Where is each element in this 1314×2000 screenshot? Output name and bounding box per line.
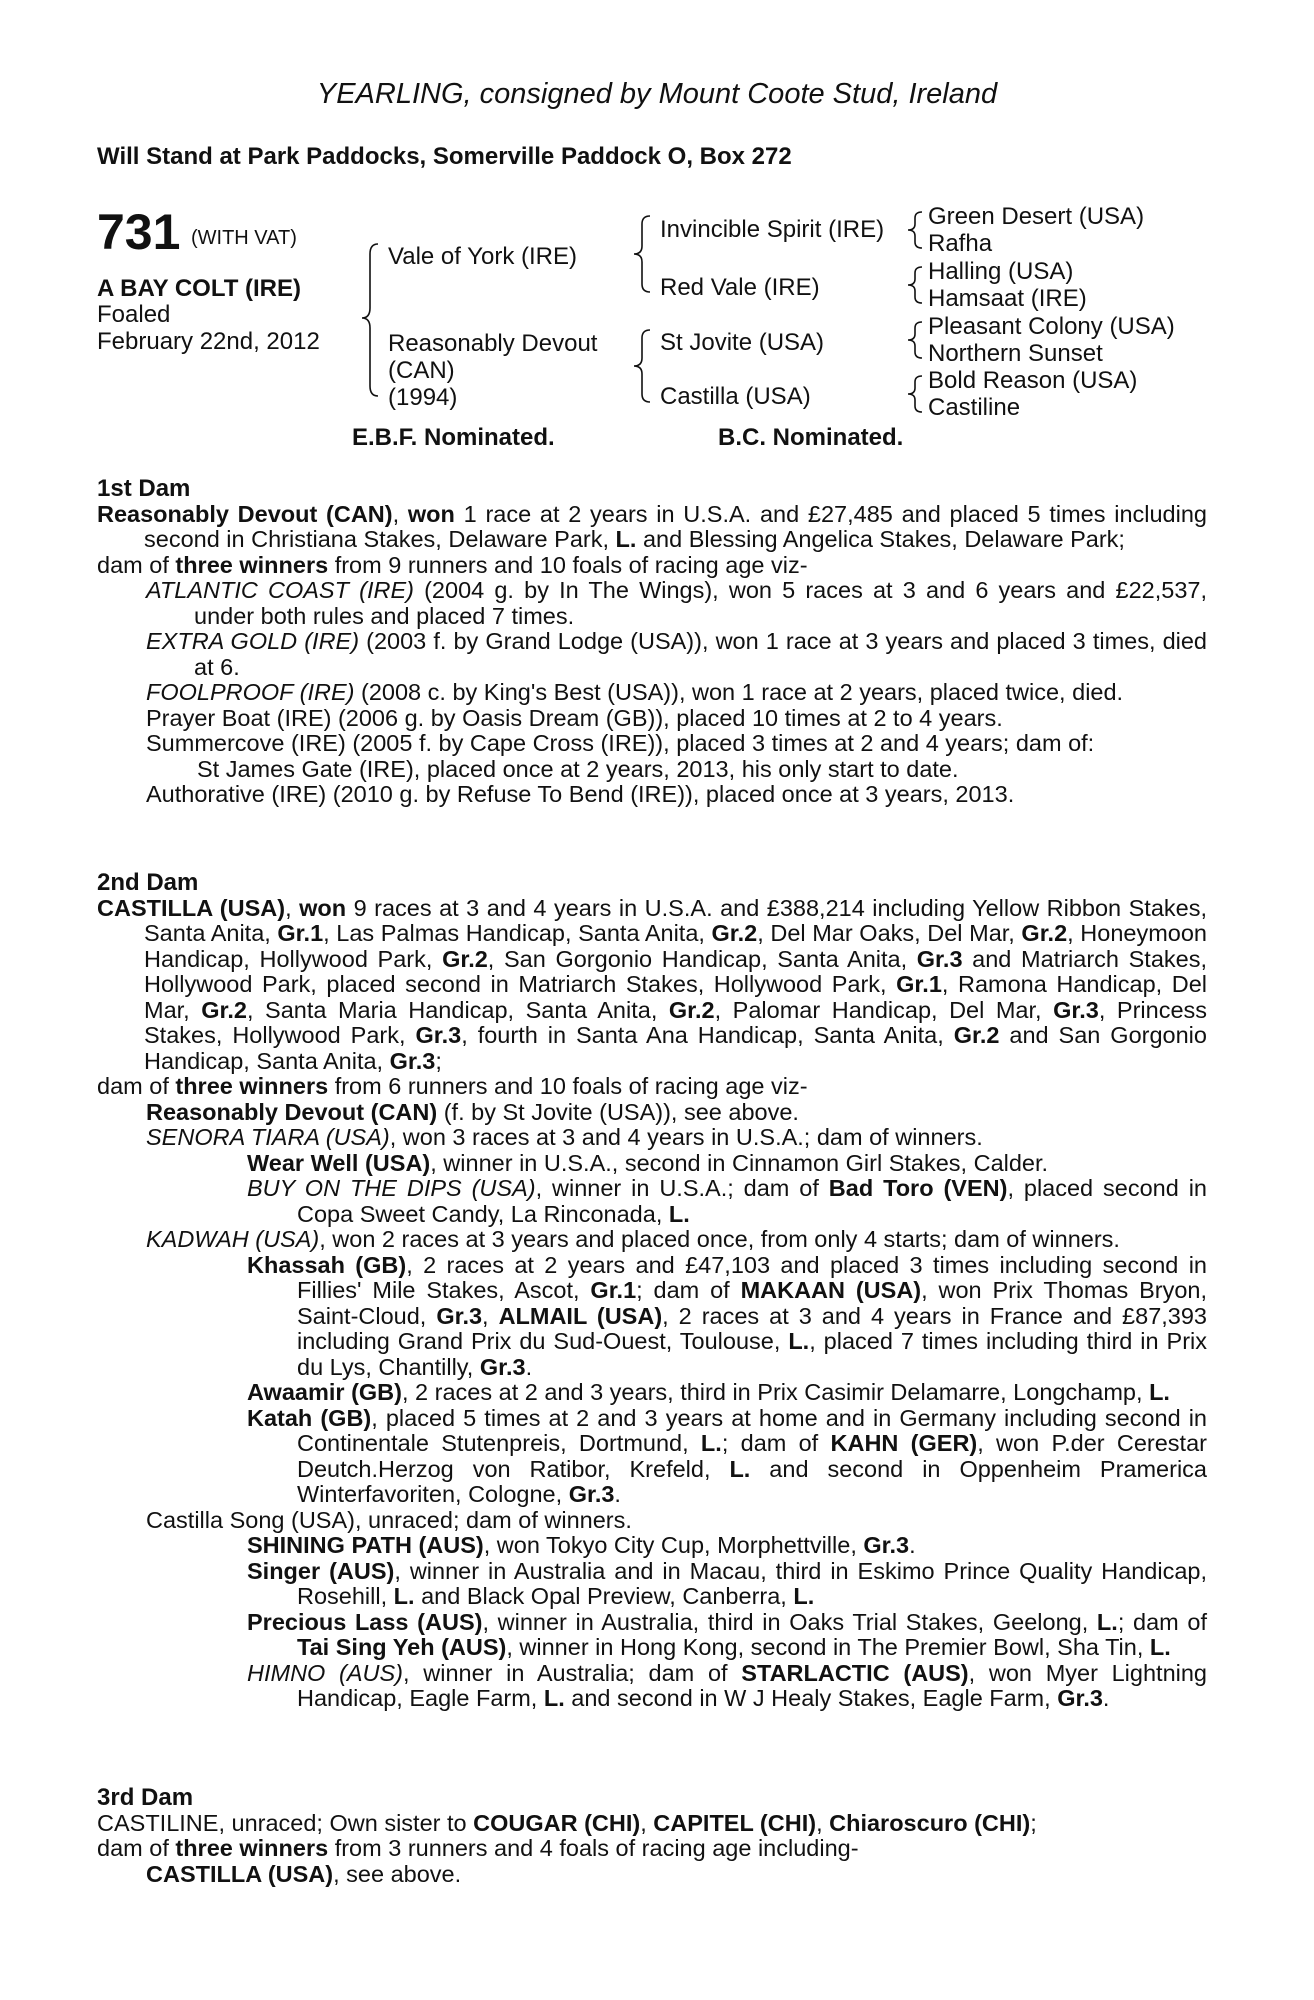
won-label: won [407, 500, 455, 527]
winners-count: three winners [175, 1073, 329, 1099]
horse-name: FOOLPROOF (IRE) [146, 679, 355, 705]
text: from 3 runners and 4 foals of racing age including- [328, 1835, 859, 1861]
text: CASTILINE, unraced; Own sister to [97, 1809, 474, 1836]
pedigree-sire: Vale of York (IRE) [388, 243, 577, 270]
produce-item: Prayer Boat (IRE) (2006 g. by Oasis Dream (GB)), placed 10 times at 2 to 4 years. [146, 704, 1003, 731]
vat-label: (WITH VAT) [191, 227, 297, 249]
pedigree-g3-1: Green Desert (USA) [928, 203, 1145, 230]
foaled-date: February 22nd, 2012 [97, 328, 320, 355]
pedigree-g3-5: Pleasant Colony (USA) [928, 313, 1175, 340]
third-dam-intro [97, 1811, 1207, 1837]
horse-name: CAPITEL (CHI) [653, 1809, 817, 1836]
grade: Gr.2 [1021, 920, 1068, 946]
produce-item [97, 1125, 1207, 1151]
horse-name: HIMNO (AUS) [247, 1659, 404, 1686]
text: , placed 5 times at 2 and 3 years at home and in Germany including second in Continentale Stutenpreis, Dortmund, [297, 1404, 1207, 1456]
page-title: YEARLING, consigned by Mount Coote Stud, Ireland [316, 78, 998, 110]
text: (2003 f. by Grand Lodge (USA)), won 1 race at 3 years and placed 3 times, died at 6. [194, 628, 1207, 680]
text: , Santa Maria Handicap, Santa Anita, [246, 996, 669, 1023]
second-dam-section [97, 870, 1207, 1712]
pedigree-dam [388, 330, 597, 411]
lot-name: A BAY COLT (IRE) [97, 275, 302, 302]
text: (2004 g. by In The Wings), won 5 races at 3 and 6 years and £22,537, under both rules and placed 7 times. [194, 577, 1207, 629]
grade: Gr.3 [568, 1481, 615, 1507]
text: and San Gorgonio Handicap, Santa Anita, [144, 1022, 1207, 1074]
listed-mark: L. [788, 1328, 810, 1354]
grade: Gr.1 [590, 1277, 637, 1303]
pedigree-dam-dam: Castilla (USA) [660, 383, 811, 410]
horse-name: BUY ON THE DIPS (USA) [247, 1175, 536, 1201]
text: , Princess Stakes, Hollywood Park, [144, 996, 1208, 1048]
pedigree-dam-line3: (1994) [388, 384, 458, 411]
grade: Gr.1 [896, 971, 942, 997]
grade: Gr.3 [389, 1047, 436, 1074]
won-label: won [299, 894, 347, 921]
horse-name: Khassah (GB) [247, 1251, 407, 1278]
horse-name: ATLANTIC COAST (IRE) [146, 577, 414, 603]
listed-mark: L. [1096, 1608, 1118, 1635]
first-dam-name: Reasonably Devout (CAN) [97, 500, 393, 527]
text: , winner in Australia, third in Oaks Trial Stakes, Geelong, [482, 1608, 1097, 1635]
listed-mark: L. [615, 526, 637, 552]
text: , 2 races at 2 and 3 years, third in Prix Casimir Delamarre, Longchamp, [401, 1379, 1150, 1405]
ebf-nominated: E.B.F. Nominated. [352, 424, 555, 451]
text: ; [435, 1047, 442, 1074]
horse-name: Awaamir (GB) [247, 1379, 402, 1405]
pedigree-g3-6: Northern Sunset [928, 340, 1103, 367]
listed-mark: L. [793, 1583, 815, 1609]
horse-name: COUGAR (CHI) [473, 1809, 641, 1836]
text: , winner in U.S.A.; dam of [535, 1175, 829, 1201]
grade: Gr.2 [953, 1022, 1000, 1048]
pedigree-dam-line1: Reasonably Devout [388, 330, 598, 357]
produce-subitem [97, 1661, 1207, 1712]
text: , placed second in Copa Sweet Candy, La Rinconada, [297, 1175, 1207, 1227]
grade: Gr.3 [479, 1353, 526, 1380]
produce-subitem [97, 1533, 1207, 1559]
text: , winner in Australia and in Macau, third in Eskimo Prince Quality Handicap, Rosehill, [297, 1557, 1207, 1609]
text: and second in W J Healy Stakes, Eagle Farm, [564, 1685, 1058, 1711]
produce-item [97, 578, 1207, 629]
text: and second in Oppenheim Pramerica Winterfavoriten, Cologne, [297, 1455, 1207, 1507]
text: ; [1030, 1809, 1037, 1836]
grade: Gr.1 [277, 920, 324, 946]
text: , winner in Australia; dam of [403, 1659, 742, 1686]
text: , placed 7 times including third in Prix du Lys, Chantilly, [297, 1328, 1207, 1380]
pedigree-sire-dam: Red Vale (IRE) [660, 274, 820, 301]
horse-name: SENORA TIARA (USA) [146, 1124, 390, 1150]
text: , [816, 1809, 830, 1836]
first-dam-intro: Reasonably Devout (CAN), won 1 race at 2 years in U.S.A. and £27,485 and placed 5 times including second in Christiana Stakes, Delaware Park, L. and Blessing Angelica Stakes, Delaware Park; [97, 500, 1207, 552]
produce-subitem [97, 1406, 1207, 1508]
lot-number: 731 [97, 204, 181, 260]
text: 9 races at 3 and 4 years in U.S.A. and £388,214 including Yellow Ribbon Stakes, Santa Anita, [144, 894, 1207, 946]
second-dam-heading: 2nd Dam [97, 869, 199, 896]
text: . [909, 1532, 916, 1558]
text: , won Prix Thomas Bryon, Saint-Cloud, [297, 1277, 1208, 1329]
horse-name: Singer (AUS) [247, 1557, 395, 1584]
first-dam-section [97, 476, 1207, 808]
listed-mark: L. [1149, 1379, 1170, 1405]
third-dam-heading: 3rd Dam [97, 1784, 194, 1811]
grade: Gr.3 [916, 945, 963, 972]
stand-location: Will Stand at Park Paddocks, Somerville Paddock O, Box 272 [97, 143, 792, 170]
brace-gen3-3 [908, 322, 922, 358]
winners-count: three winners [175, 1835, 329, 1861]
pedigree-g3-4: Hamsaat (IRE) [928, 285, 1087, 312]
first-dam-heading: 1st Dam [97, 475, 191, 502]
brace-gen3-1 [908, 212, 922, 248]
text: and Matriarch Stakes, Hollywood Park, placed second in Matriarch Stakes, Hollywood Park, [144, 945, 1208, 997]
second-dam-intro: CASTILLA (USA), won 9 races at 3 and 4 years in U.S.A. and £388,214 including Yellow Ribbon Stakes, Santa Anita, Gr.1, Las Palmas Handicap, Santa Anita, Gr.2, Del Mar Oaks, Del Mar, Gr.2, Honeymoon Handicap, Hollywood Park, Gr.2, San Gorgonio Handicap, Santa Anita, Gr.3 and Matriarch Stakes, Hollywood Park, placed second in Matriarch Stakes, Hollywood Park, Gr.1, Ramona Handicap, Del Mar, Gr.2, Santa Maria Handicap, Santa Anita, Gr.2, Palomar Handicap, Del Mar, Gr.3, Princess Stakes, Hollywood Park, Gr.3, fourth in Santa Ana Handicap, Santa Anita, Gr.2 and San Gorgonio Handicap, Santa Anita, Gr.3; [97, 894, 1208, 1074]
horse-name: Reasonably Devout (CAN) [146, 1098, 438, 1125]
foaled-label: Foaled [97, 301, 171, 328]
grade: Gr.3 [863, 1532, 910, 1558]
grade: Gr.2 [668, 996, 715, 1023]
horse-name: Katah (GB) [247, 1404, 372, 1431]
second-dam-name: CASTILLA (USA) [97, 894, 286, 921]
brace-gen3-4 [908, 376, 922, 412]
winners-count: three winners [175, 551, 329, 578]
text: . [1102, 1685, 1110, 1711]
pedigree-g3-8: Castiline [928, 394, 1021, 421]
horse-name: SHINING PATH (AUS) [247, 1532, 484, 1558]
text: , won Myer Lightning Handicap, Eagle Farm, [297, 1659, 1208, 1711]
text: 1 race at 2 years in U.S.A. and £27,485 and placed 5 times including second in Christiana Stakes, Delaware Park, [144, 500, 1207, 552]
text: (2008 c. by King's Best (USA)), won 1 race at 2 years, placed twice, died. [354, 679, 1124, 705]
horse-name: MAKAAN (USA) [740, 1277, 922, 1303]
text: . [614, 1481, 621, 1507]
listed-mark: L. [1149, 1634, 1171, 1660]
third-dam-produce-summary [97, 1836, 1207, 1862]
text: , 2 races at 3 and 4 years in France and £87,393 including Grand Prix du Sud-Ouest, Toulouse, [297, 1302, 1207, 1354]
text: from 6 runners and 10 foals of racing age viz- [328, 1073, 808, 1099]
horse-name: Tai Sing Yeh (AUS) [297, 1634, 507, 1660]
text: , won P.der Cerestar Deutch.Herzog von Ratibor, Krefeld, [297, 1430, 1207, 1482]
bc-nominated: B.C. Nominated. [718, 424, 904, 451]
brace-gen2-lower [634, 330, 650, 402]
pedigree-g3-3: Halling (USA) [928, 258, 1074, 285]
listed-mark: L. [543, 1685, 565, 1711]
text: , [482, 1302, 499, 1329]
pedigree-sire-sire: Invincible Spirit (IRE) [660, 216, 885, 243]
produce-subitem: St James Gate (IRE), placed once at 2 years, 2013, his only start to date. [197, 755, 959, 782]
produce-item: Castilla Song (USA), unraced; dam of winners. [146, 1506, 632, 1533]
pedigree-dam-sire: St Jovite (USA) [660, 329, 825, 356]
brace-gen1 [362, 244, 378, 396]
listed-mark: L. [393, 1583, 415, 1609]
produce-subitem [97, 1253, 1207, 1381]
text: and Blessing Angelica Stakes, Delaware Park; [636, 526, 1125, 552]
text: , Ramona Handicap, Del Mar, [144, 971, 1207, 1023]
text: and Black Opal Preview, Canberra, [414, 1583, 794, 1609]
text: dam of [97, 1073, 176, 1099]
text: , Las Palmas Handicap, Santa Anita, [323, 920, 712, 946]
pedigree-dam-line2: (CAN) [388, 357, 455, 384]
text: , won Tokyo City Cup, Morphettville, [483, 1532, 864, 1558]
produce-item [97, 680, 1207, 706]
listed-mark: L. [668, 1200, 690, 1227]
grade: Gr.3 [1053, 996, 1099, 1023]
produce-item: Authorative (IRE) (2010 g. by Refuse To Bend (IRE)), placed once at 3 years, 2013. [146, 781, 1015, 807]
text: , winner in Hong Kong, second in The Premier Bowl, Sha Tin, [506, 1634, 1150, 1660]
horse-name: KAHN (GER) [830, 1430, 978, 1456]
brace-gen2-upper [634, 216, 650, 292]
text: ; dam of [1117, 1608, 1208, 1635]
text: , 2 races at 2 years and £47,103 and placed 3 times including second in Fillies' Mile Stakes, Ascot, [297, 1251, 1208, 1303]
pedigree-g3-7: Bold Reason (USA) [928, 367, 1138, 394]
produce-subitem [97, 1151, 1207, 1177]
grade: Gr.2 [201, 996, 247, 1023]
third-dam-section [97, 1785, 1207, 1887]
listed-mark: L. [729, 1455, 751, 1482]
horse-name: Bad Toro (VEN) [828, 1175, 1008, 1201]
horse-name: EXTRA GOLD (IRE) [146, 628, 360, 654]
produce-subitem [97, 1380, 1207, 1406]
text: , won 2 races at 3 years and placed once, from only 4 starts; dam of winners. [319, 1226, 1120, 1252]
grade: Gr.2 [442, 945, 488, 972]
text: , Del Mar Oaks, Del Mar, [757, 920, 1022, 946]
text: , Honeymoon Handicap, Hollywood Park, [144, 920, 1207, 972]
text: ; dam of [721, 1430, 831, 1456]
first-dam-produce-summary [97, 553, 1207, 579]
listed-mark: L. [700, 1430, 722, 1456]
text: . [525, 1353, 533, 1380]
grade: Gr.3 [436, 1302, 483, 1329]
pedigree-g3-2: Rafha [928, 230, 993, 257]
produce-subitem [97, 1176, 1207, 1227]
horse-name: STARLACTIC (AUS) [741, 1659, 969, 1686]
produce-item [97, 1862, 1207, 1888]
horse-name: Wear Well (USA) [247, 1149, 431, 1176]
produce-item [97, 1227, 1207, 1253]
produce-item: Summercove (IRE) (2005 f. by Cape Cross (IRE)), placed 3 times at 2 and 4 years; dam of: [146, 730, 1095, 756]
produce-subitem [97, 1559, 1207, 1610]
grade: Gr.3 [1057, 1685, 1103, 1711]
text: , [640, 1809, 654, 1836]
text: , see above. [333, 1860, 462, 1887]
second-dam-produce-summary [97, 1074, 1207, 1100]
text: , fourth in Santa Ana Handicap, Santa Anita, [461, 1022, 954, 1048]
brace-gen3-2 [908, 267, 922, 303]
grade: Gr.2 [711, 920, 758, 946]
text: , San Gorgonio Handicap, Santa Anita, [487, 945, 917, 972]
produce-item [97, 1100, 1207, 1126]
text: ; dam of [636, 1277, 741, 1303]
horse-name: Chiaroscuro (CHI) [829, 1809, 1031, 1836]
text: , won 3 races at 3 and 4 years in U.S.A.; dam of winners. [389, 1124, 983, 1150]
text: from 9 runners and 10 foals of racing age viz- [328, 551, 808, 578]
text: , winner in U.S.A., second in Cinnamon Girl Stakes, Calder. [430, 1149, 1049, 1176]
text: dam of [97, 551, 176, 578]
text: (f. by St Jovite (USA)), see above. [437, 1098, 799, 1125]
text: , Palomar Handicap, Del Mar, [714, 996, 1054, 1023]
produce-subitem [97, 1610, 1207, 1661]
horse-name: ALMAIL (USA) [498, 1302, 663, 1329]
horse-name: CASTILLA (USA) [146, 1860, 334, 1887]
horse-name: Precious Lass (AUS) [247, 1608, 483, 1635]
text: dam of [97, 1835, 176, 1861]
horse-name: KADWAH (USA) [146, 1226, 320, 1252]
grade: Gr.3 [415, 1022, 462, 1048]
produce-item [97, 629, 1207, 680]
